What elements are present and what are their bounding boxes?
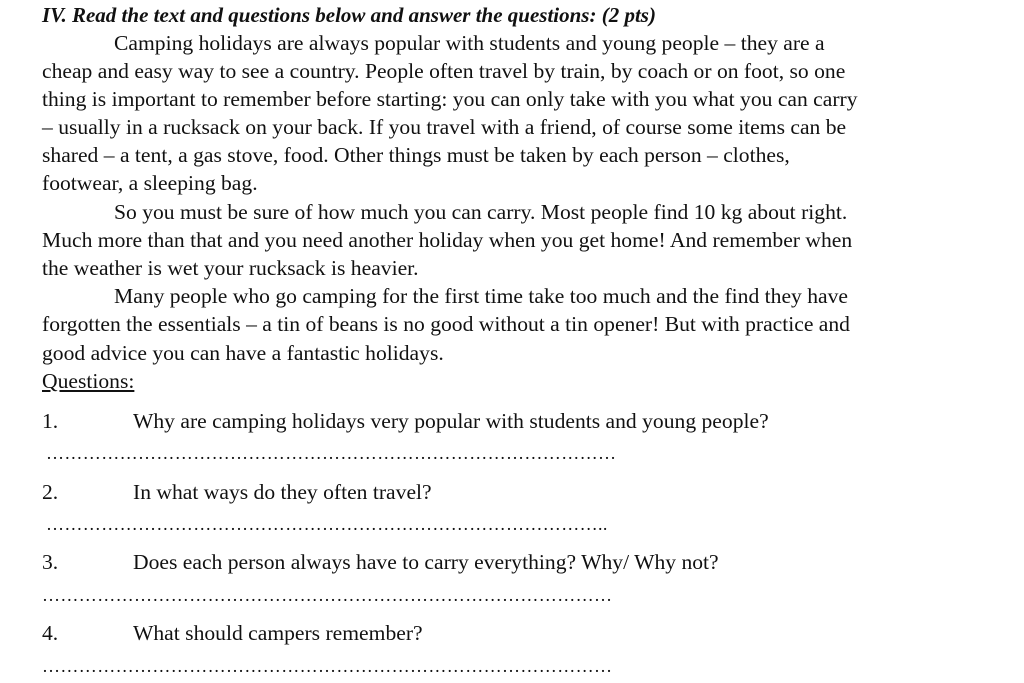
question-number: 1. [42, 409, 59, 433]
answer-line[interactable]: ………………………………………………………………………………… [46, 443, 617, 463]
answer-line[interactable]: ……………………………………………………………………………….. [46, 514, 608, 534]
paragraph-2-line-1: So you must be sure of how much you can carry. Most people find 10 kg about right. [114, 200, 848, 224]
section-heading: IV. Read the text and questions below and answer the questions: (2 pts) [42, 3, 656, 27]
question-text: Why are camping holidays very popular with students and young people? [133, 409, 769, 433]
question-text: What should campers remember? [133, 621, 423, 645]
question-text: Does each person always have to carry everything? Why/ Why not? [133, 550, 719, 574]
question-number: 4. [42, 621, 59, 645]
paragraph-1-line-4: – usually in a rucksack on your back. If you travel with a friend, of course some items can be [42, 115, 847, 139]
question-text: In what ways do they often travel? [133, 480, 432, 504]
paragraph-3-line-3: good advice you can have a fantastic holidays. [42, 341, 444, 365]
questions-label: Questions: [42, 369, 135, 393]
paragraph-1-line-3: thing is important to remember before starting: you can only take with you what you can carry [42, 87, 858, 111]
answer-line[interactable]: ………………………………………………………………………………… [42, 585, 613, 605]
paragraph-3-line-1: Many people who go camping for the first time take too much and the find they have [114, 284, 848, 308]
paragraph-1-line-1: Camping holidays are always popular with students and young people – they are a [114, 31, 825, 55]
paragraph-2-line-2: Much more than that and you need another holiday when you get home! And remember when [42, 228, 853, 252]
paragraph-1-line-6: footwear, a sleeping bag. [42, 171, 258, 195]
paragraph-2-line-3: the weather is wet your rucksack is heavier. [42, 256, 419, 280]
paragraph-3-line-2: forgotten the essentials – a tin of beans is no good without a tin opener! But with practice and [42, 312, 850, 336]
question-number: 2. [42, 480, 59, 504]
paragraph-1-line-5: shared – a tent, a gas stove, food. Other things must be taken by each person – clothes, [42, 143, 790, 167]
question-number: 3. [42, 550, 59, 574]
answer-line[interactable]: ………………………………………………………………………………… [42, 656, 613, 676]
paragraph-1-line-2: cheap and easy way to see a country. People often travel by train, by coach or on foot, so one [42, 59, 846, 83]
